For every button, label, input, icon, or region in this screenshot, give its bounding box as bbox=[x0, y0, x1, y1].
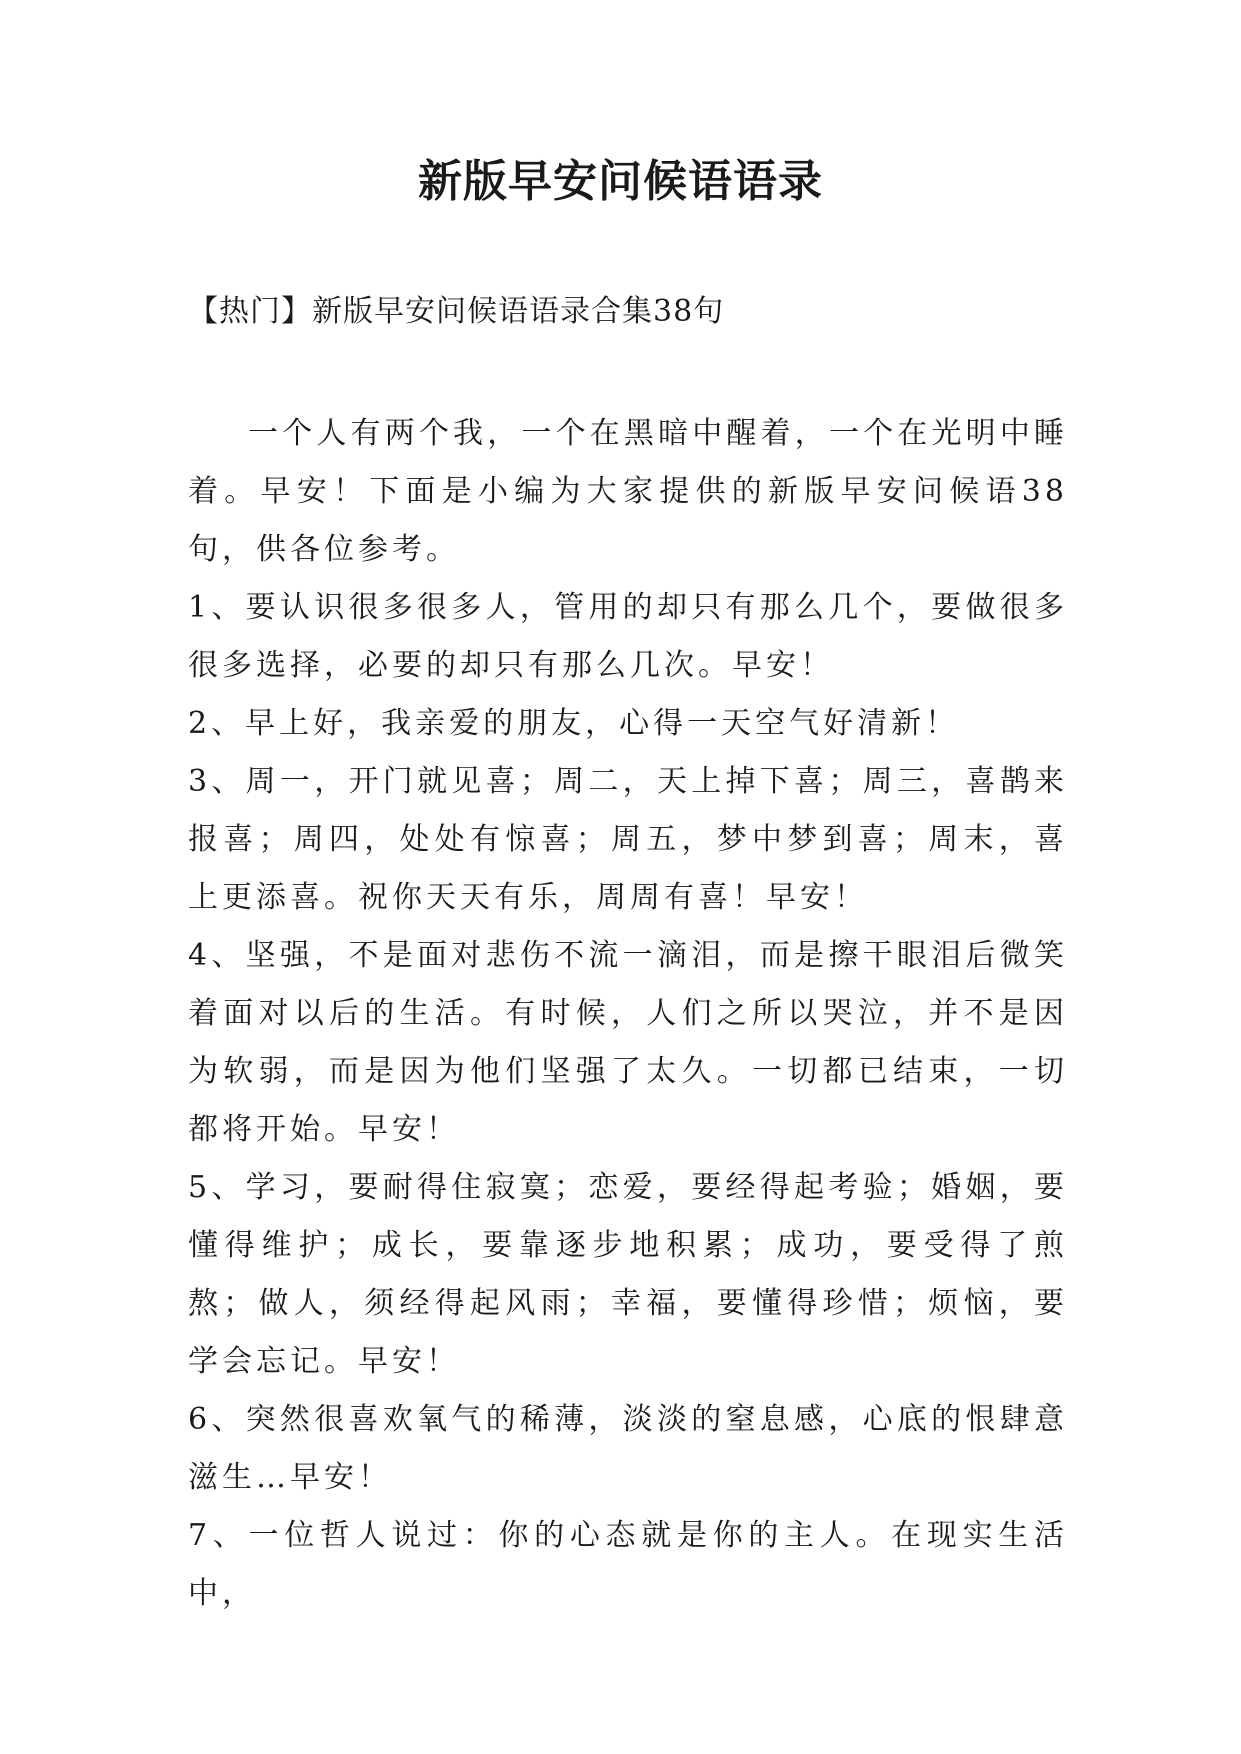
intro-paragraph: 一个人有两个我，一个在黑暗中醒着，一个在光明中睡着。早安！下面是小编为大家提供的新版早安问候语38句，供各位参考。 bbox=[188, 416, 1068, 567]
document-body bbox=[188, 405, 1068, 1623]
list-item: 2、早上好，我亲爱的朋友，心得一天空气好清新！ bbox=[188, 706, 960, 741]
document-subtitle: 【热门】新版早安问候语语录合集38句 bbox=[188, 294, 725, 329]
list-item: 6、突然很喜欢氧气的稀薄，淡淡的窒息感，心底的恨肆意滋生…早安！ bbox=[188, 1402, 1068, 1495]
list-item: 4、坚强，不是面对悲伤不流一滴泪，而是擦干眼泪后微笑着面对以后的生活。有时候，人们之所以哭泣，并不是因为软弱，而是因为他们坚强了太久。一切都已结束，一切都将开始。早安！ bbox=[188, 938, 1068, 1147]
list-item: 7、一位哲人说过：你的心态就是你的主人。在现实生活中， bbox=[188, 1518, 1068, 1611]
document-title: 新版早安问候语语录 bbox=[418, 156, 823, 207]
list-item: 3、周一，开门就见喜；周二，天上掉下喜；周三，喜鹊来报喜；周四，处处有惊喜；周五，梦中梦到喜；周末，喜上更添喜。祝你天天有乐，周周有喜！早安！ bbox=[188, 764, 1068, 915]
list-item: 5、学习，要耐得住寂寞；恋爱，要经得起考验；婚姻，要懂得维护；成长，要靠逐步地积累；成功，要受得了煎熬；做人，须经得起风雨；幸福，要懂得珍惜；烦恼，要学会忘记。早安！ bbox=[188, 1170, 1068, 1379]
list-item: 1、要认识很多很多人，管用的却只有那么几个，要做很多很多选择，必要的却只有那么几次。早安！ bbox=[188, 590, 1068, 683]
